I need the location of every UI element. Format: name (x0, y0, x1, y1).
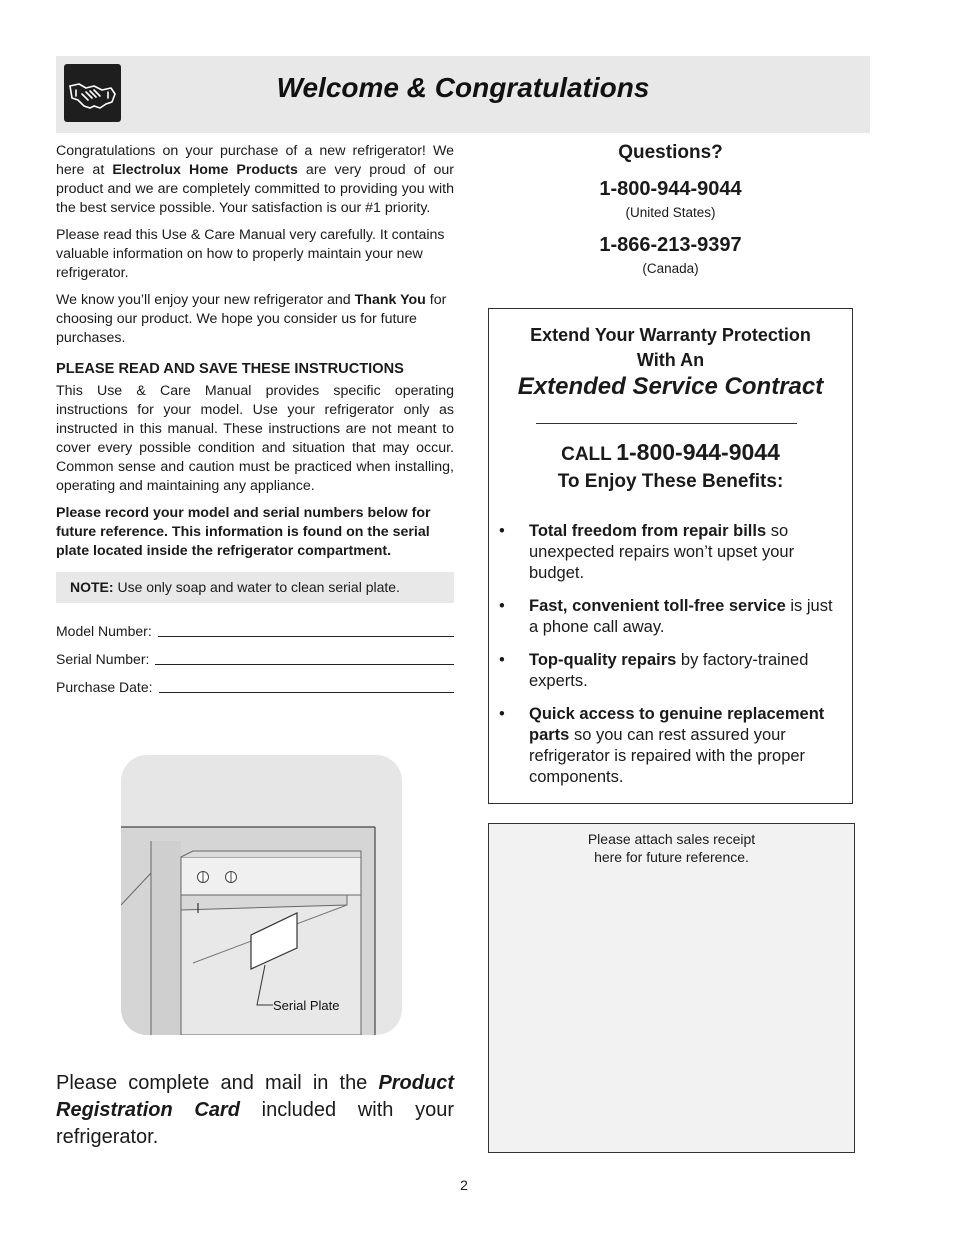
instructions-body: This Use & Care Manual provides specific operating instructions for your model. Use your refrigerator only as instructed in this manual. These instructions are not meant to cover every possible condition and situation that may occur. Common sense and caution must be practiced when installing, operating and maintaining any appliance. (56, 383, 454, 494)
receipt-instructions: Please attach sales receipt here for future reference. (587, 831, 756, 865)
purchase-date-line (159, 678, 455, 693)
phone-us: 1-800-944-9044 (599, 178, 742, 200)
serial-number-field (56, 641, 454, 669)
warranty-call-line: CALL 1-800-944-9044 (561, 439, 780, 465)
list-item: • Total freedom from repair bills so unexpected repairs won’t upset your budget. (499, 522, 795, 582)
page-title: Welcome & Congratulations (276, 72, 650, 103)
list-item: • Fast, convenient toll-free service is just a phone call away. (499, 597, 833, 636)
registration-card-note: Please complete and mail in the Product Registration Card included with your refrigerator. (56, 1072, 454, 1148)
purchase-date-field (56, 669, 454, 697)
warranty-heading-line1: Extend Your Warranty Protection (530, 325, 811, 345)
questions-title: Questions? (618, 142, 723, 163)
benefits-list (499, 521, 842, 800)
model-number-label: Model Number: (56, 623, 152, 639)
purchase-date-label: Purchase Date: (56, 679, 153, 695)
warranty-box (488, 308, 853, 804)
record-paragraph: Please record your model and serial numbers below for future reference. This information is found on the serial plate located inside the refrigerator compartment. (56, 505, 431, 559)
note-box: NOTE: Use only soap and water to clean serial plate. (56, 572, 454, 603)
phone-canada-label: (Canada) (642, 261, 699, 276)
list-item: • Top-quality repairs by factory-trained experts. (499, 651, 809, 690)
serial-number-label: Serial Number: (56, 651, 150, 667)
intro-paragraph-3: We know you’ll enjoy your new refrigerator and Thank You for choosing our product. We hope you consider us for future purchases. (56, 292, 447, 346)
sales-receipt-box (488, 823, 855, 1153)
model-number-field (56, 613, 454, 641)
model-number-line (158, 622, 454, 637)
phone-canada: 1-866-213-9397 (599, 234, 742, 256)
serial-number-line (155, 650, 454, 665)
left-column (56, 142, 454, 697)
phone-us-label: (United States) (625, 205, 716, 220)
warranty-heading-line2: With An (636, 350, 705, 370)
intro-paragraph-2: Please read this Use & Care Manual very carefully. It contains valuable information on how to properly maintain your new refrigerator. (56, 227, 445, 281)
warranty-divider (536, 423, 797, 424)
questions-section (488, 142, 853, 276)
instructions-heading: PLEASE READ AND SAVE THESE INSTRUCTIONS (56, 361, 404, 377)
extended-service-contract-title: Extended Service Contract (517, 373, 824, 400)
intro-paragraph-1: Congratulations on your purchase of a new refrigerator! We here at Electrolux Home Products are very proud of our product and we are completely committed to providing you with the best service possible. Your satisfaction is our #1 priority. (56, 143, 454, 216)
serial-plate-illustration (121, 755, 402, 1035)
benefits-heading: To Enjoy These Benefits: (557, 471, 784, 492)
page-number: 2 (460, 1177, 468, 1193)
serial-plate-label: Serial Plate (273, 998, 340, 1013)
list-item: • Quick access to genuine replacement parts so you can rest assured your refrigerator is repaired with the proper components. (499, 705, 825, 786)
page-header (56, 56, 870, 133)
